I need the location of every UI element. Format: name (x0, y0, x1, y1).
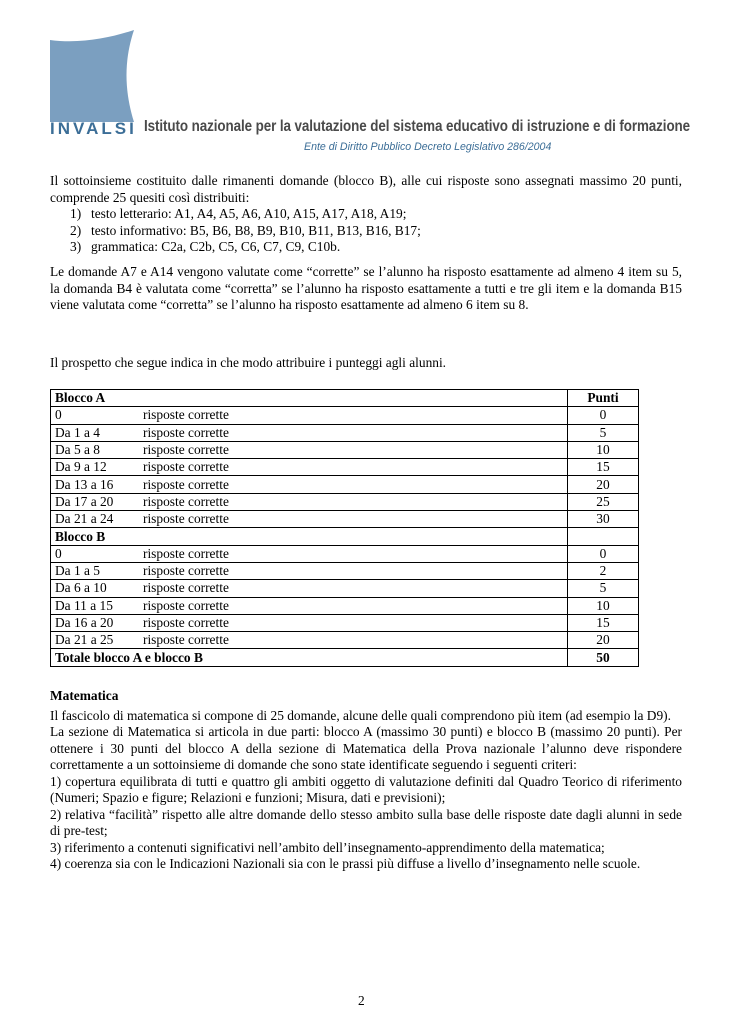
row-description (51, 511, 568, 528)
intro-section (50, 173, 682, 256)
row-label: risposte corrette (143, 459, 229, 475)
list-number: 2) (70, 222, 82, 238)
score-table (50, 389, 639, 667)
row-label: risposte corrette (143, 476, 229, 492)
question-distribution-list (50, 206, 682, 256)
intro-paragraph-2-block (50, 264, 682, 314)
list-text: testo informativo: B5, B6, B8, B9, B10, B11, B13, B16, B17; (91, 222, 421, 238)
invalsi-logo-mark (50, 30, 134, 122)
row-label: risposte corrette (143, 563, 229, 579)
row-points: 5 (568, 580, 639, 597)
row-description (51, 597, 568, 614)
row-label: risposte corrette (143, 580, 229, 596)
row-label: risposte corrette (143, 615, 229, 630)
row-points: 0 (568, 407, 639, 424)
table-header-row (51, 390, 639, 407)
row-description (51, 407, 568, 424)
row-range: Da 21 a 24 (55, 511, 114, 527)
row-points: 0 (568, 545, 639, 562)
table-row (51, 476, 639, 493)
row-points: 5 (568, 424, 639, 441)
row-description (51, 614, 568, 631)
row-range: Da 9 a 12 (55, 459, 107, 475)
list-text: testo letterario: A1, A4, A5, A6, A10, A15, A17, A18, A19; (91, 206, 407, 221)
list-item (50, 223, 682, 240)
row-label: risposte corrette (143, 545, 229, 561)
table-row (51, 580, 639, 597)
institute-subtitle: Ente di Diritto Pubblico Decreto Legislativo 286/2004 (304, 141, 552, 153)
table-row (51, 562, 639, 579)
table-row (51, 632, 639, 649)
row-label: risposte corrette (143, 493, 229, 509)
block-b-header-points (568, 528, 639, 545)
row-range: Da 6 a 10 (55, 580, 107, 596)
block-b-header-row (51, 528, 639, 545)
list-text: grammatica: C2a, C2b, C5, C6, C7, C9, C10b. (91, 239, 341, 254)
row-label: risposte corrette (143, 511, 229, 527)
table-row (51, 545, 639, 562)
row-range: Da 16 a 20 (55, 615, 114, 630)
points-header: Punti (568, 390, 639, 407)
intro-paragraph-2: Le domande A7 e A14 vengono valutate come “corrette” se l’alunno ha risposto esattamente ad almeno 4 item su 5, la domanda B4 è valutata come “corretta” se l’alunno ha risposto esattamente a tutti e tre gli item e la domanda B15 viene valutata come “corretta” se l’alunno ha risposto esattamente ad almeno 6 item su 8. (50, 264, 682, 312)
table-row (51, 441, 639, 458)
total-row (51, 649, 639, 666)
math-criterion-3: 3) riferimento a contenuti significativi nell’ambito dell’insegnamento-apprendimento della matematica; (50, 839, 605, 855)
math-section (50, 688, 682, 873)
row-description (51, 441, 568, 458)
row-range: Da 13 a 16 (55, 476, 114, 492)
row-description (51, 562, 568, 579)
math-title: Matematica (50, 688, 119, 703)
list-item (50, 206, 682, 223)
row-description (51, 545, 568, 562)
invalsi-logo-word: INVALSI (50, 119, 137, 138)
math-paragraph-2: La sezione di Matematica si articola in due parti: blocco A (massimo 30 punti) e blocco B (massimo 20 punti). Per ottenere i 30 punti del blocco A della sezione di Matematica della Prova nazionale l’alunno deve rispondere correttamente a un sottoinsieme di domande che sono state identificate seguendo i seguenti criteri: (50, 724, 682, 772)
row-range: Da 1 a 4 (55, 424, 100, 440)
table-row (51, 597, 639, 614)
row-points: 10 (568, 441, 639, 458)
math-paragraph-1: Il fascicolo di matematica si compone di 25 domande, alcune delle quali comprendono più item (ad esempio la D9). (50, 707, 671, 723)
block-b-header: Blocco B (51, 528, 568, 545)
row-points: 15 (568, 459, 639, 476)
math-criterion-1: 1) copertura equilibrata di tutti e quattro gli ambiti oggetto di valutazione definiti dal Quadro Teorico di riferimento (Numeri; Spazio e figure; Relazioni e funzioni; Misura, dati e previsioni); (50, 773, 682, 805)
math-criterion-4: 4) coerenza sia con le Indicazioni Nazionali sia con le prassi più diffuse a livello d’insegnamento nelle scuole. (50, 856, 641, 871)
row-range: 0 (55, 545, 62, 561)
row-label: risposte corrette (143, 407, 229, 423)
row-label: risposte corrette (143, 597, 229, 613)
row-range: Da 11 a 15 (55, 597, 113, 613)
row-description (51, 424, 568, 441)
block-a-header: Blocco A (51, 390, 568, 407)
row-points: 20 (568, 476, 639, 493)
row-points: 30 (568, 511, 639, 528)
row-range: Da 17 a 20 (55, 493, 114, 509)
table-row (51, 493, 639, 510)
intro-paragraph-3-block (50, 355, 682, 372)
row-description (51, 632, 568, 649)
table-row (51, 407, 639, 424)
row-label: risposte corrette (143, 424, 229, 440)
row-description (51, 580, 568, 597)
table-row (51, 511, 639, 528)
row-description (51, 476, 568, 493)
table-row (51, 459, 639, 476)
row-range: Da 21 a 25 (55, 632, 114, 648)
list-number: 3) (70, 239, 82, 254)
list-number: 1) (70, 206, 82, 221)
total-points: 50 (568, 649, 639, 666)
table-row (51, 614, 639, 631)
row-description (51, 459, 568, 476)
total-label: Totale blocco A e blocco B (51, 649, 568, 666)
row-range: Da 5 a 8 (55, 442, 100, 458)
intro-paragraph-3: Il prospetto che segue indica in che modo attribuire i punteggi agli alunni. (50, 355, 447, 370)
row-points: 25 (568, 493, 639, 510)
table-row (51, 424, 639, 441)
row-range: Da 1 a 5 (55, 563, 100, 579)
math-criterion-2: 2) relativa “facilità” rispetto alle altre domande dello stesso ambito sulla base delle risposte date dagli alunni in sede di pre-test; (50, 806, 682, 838)
row-description (51, 493, 568, 510)
row-points: 15 (568, 614, 639, 631)
page-number: 2 (358, 993, 365, 1008)
row-label: risposte corrette (143, 442, 229, 458)
list-item (50, 239, 682, 256)
row-range: 0 (55, 407, 62, 423)
row-points: 2 (568, 562, 639, 579)
row-points: 10 (568, 597, 639, 614)
row-points: 20 (568, 632, 639, 649)
institute-name: Istituto nazionale per la valutazione del sistema educativo di istruzione e di formazione (144, 118, 691, 135)
intro-paragraph-1: Il sottoinsieme costituito dalle rimanenti domande (blocco B), alle cui risposte sono assegnati massimo 20 punti, comprende 25 quesiti così distribuiti: (50, 173, 682, 205)
row-label: risposte corrette (143, 632, 229, 648)
